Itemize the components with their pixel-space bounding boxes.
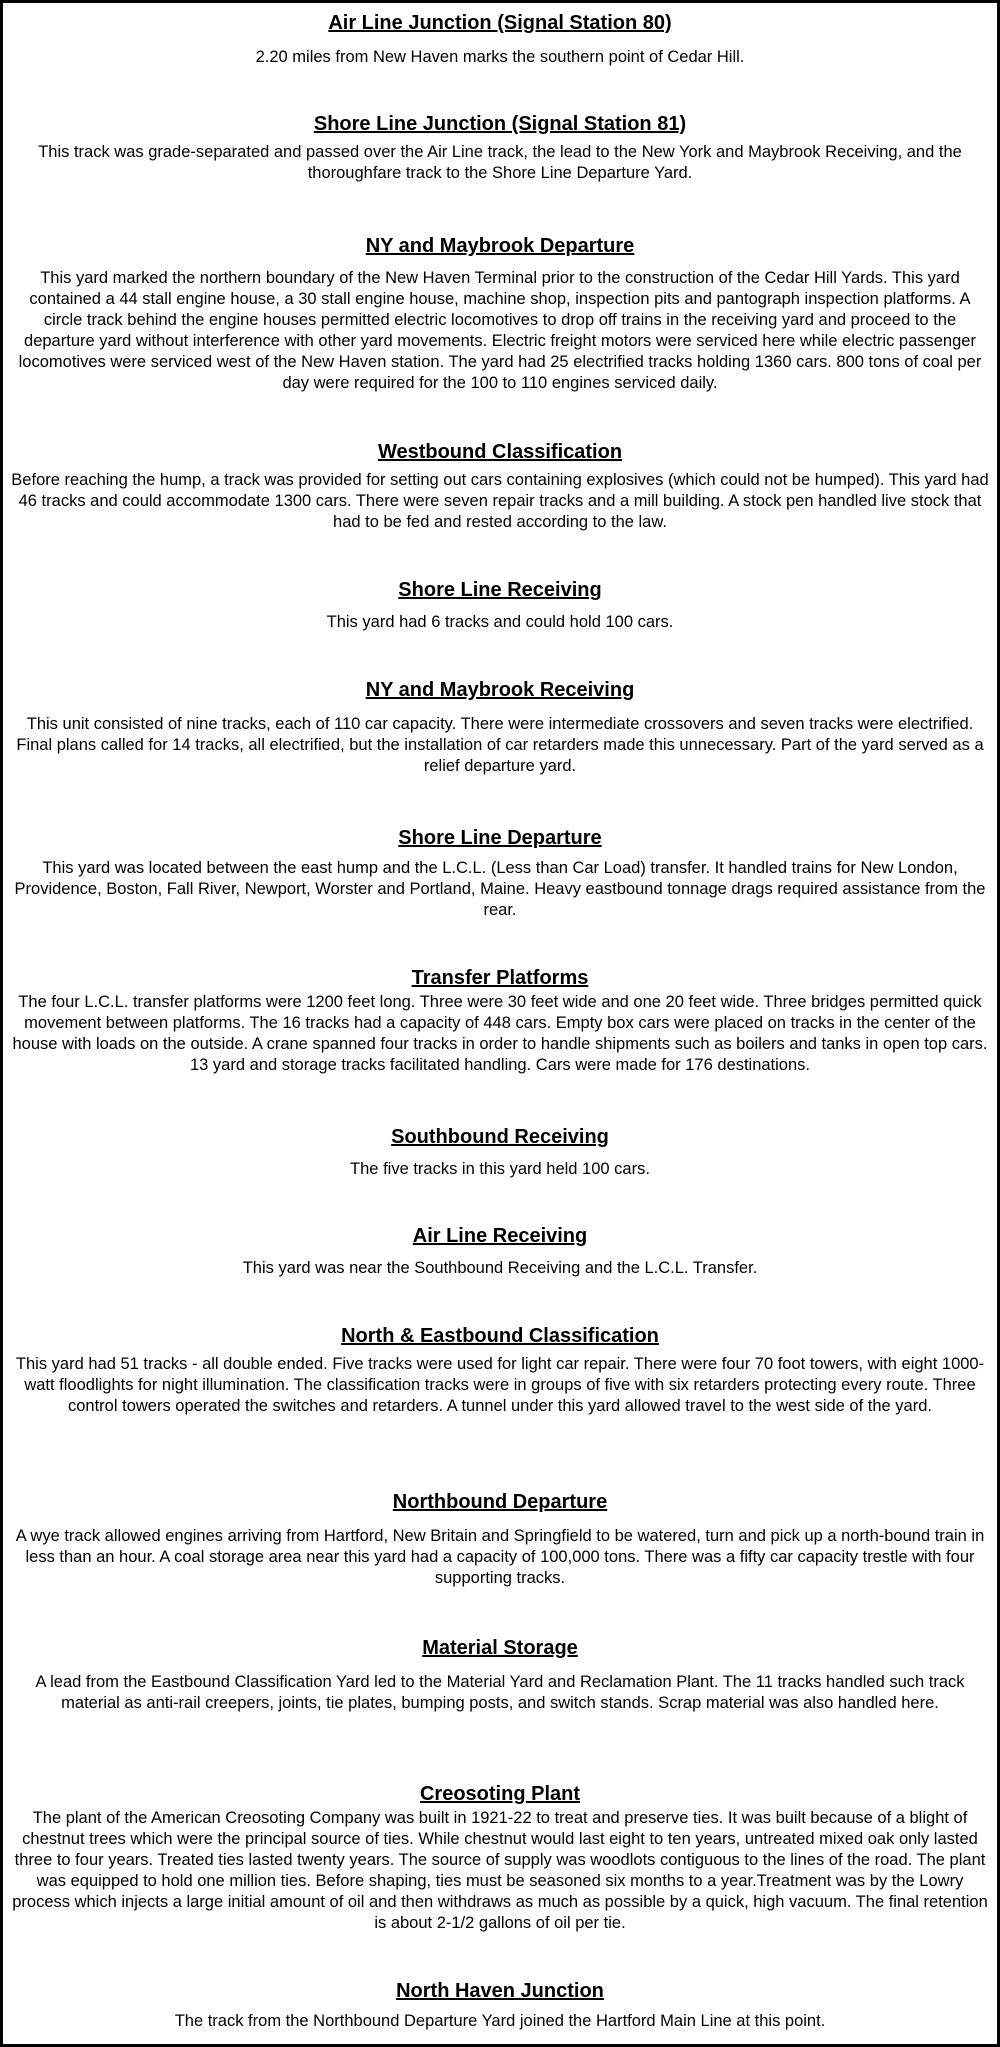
section-material-storage <box>9 1636 991 1714</box>
section-title: Air Line Receiving <box>412 1225 588 1247</box>
section-body: This yard was located between the east hump and the L.C.L. (Less than Car Load) transfer. It handled trains for New London, Providence, Boston, Fall River, Newport, Worster and Portland, Maine. Heavy eastbound tonnage drags required assistance from the rear. <box>14 859 986 919</box>
section-north-eastbound-classification <box>9 1324 991 1417</box>
section-body: The five tracks in this yard held 100 cars. <box>350 1160 650 1178</box>
section-air-line-receiving <box>9 1224 991 1279</box>
section-body: This yard had 51 tracks - all double ended. Five tracks were used for light car repair. There were four 70 foot towers, with eight 1000-watt floodlights for night illumination. The classification tracks were in groups of five with six retarders protecting every route. Three control towers operated the switches and retarders. A tunnel under this yard allowed travel to the west side of the yard. <box>15 1355 985 1415</box>
section-title: NY and Maybrook Receiving <box>365 679 635 701</box>
section-north-haven-junction <box>9 1979 991 2032</box>
section-westbound-classification <box>9 440 991 533</box>
section-air-line-junction <box>9 11 991 68</box>
section-title: Air Line Junction (Signal Station 80) <box>328 12 672 34</box>
section-title: Transfer Platforms <box>411 967 589 989</box>
section-title: Northbound Departure <box>392 1491 608 1513</box>
section-title: Southbound Receiving <box>391 1126 609 1148</box>
section-body: The plant of the American Creosoting Company was built in 1921-22 to treat and preserve ties. It was built because of a blight of chestnut trees which were the principal source of ties. While chestnut would last eight to ten years, untreated mixed oak only lasted three to four years. Treated ties lasted twenty years. The source of supply was woodlots contiguous to the lines of the road. The plant was equipped to hold one million ties. Before shaping, ties must be seasoned six months to a year.Treatment was by the Lowry process which injects a large initial amount of oil and then withdraws as much as possible by a quick, high vacuum. The final retention is about 2-1/2 gallons of oil per tie. <box>12 1809 988 1932</box>
section-shore-line-receiving <box>9 578 991 633</box>
section-body: This unit consisted of nine tracks, each of 110 car capacity. There were intermediate crossovers and seven tracks were electrified. Final plans called for 14 tracks, all electrified, but the installation of car retarders made this unnecessary. Part of the yard served as a relief departure yard. <box>16 715 984 775</box>
section-title: Shore Line Junction (Signal Station 81) <box>313 113 687 135</box>
section-title: Shore Line Departure <box>398 827 602 849</box>
section-body: A wye track allowed engines arriving from Hartford, New Britain and Springfield to be watered, turn and pick up a north-bound train in less than an hour. A coal storage area near this yard had a capacity of 100,000 tons. There was a fifty car capacity trestle with four supporting tracks. <box>15 1527 985 1587</box>
section-body: Before reaching the hump, a track was provided for setting out cars containing explosives (which could not be humped). This yard had 46 tracks and could accommodate 1300 cars. There were seven repair tracks and a mill building. A stock pen handled live stock that had to be fed and rested according to the law. <box>11 471 989 531</box>
section-title: Shore Line Receiving <box>398 579 602 601</box>
section-body: The track from the Northbound Departure Yard joined the Hartford Main Line at this point. <box>174 2012 826 2030</box>
section-title: Material Storage <box>422 1637 578 1659</box>
section-body: 2.20 miles from New Haven marks the southern point of Cedar Hill. <box>255 48 745 66</box>
section-title: North & Eastbound Classification <box>341 1325 659 1347</box>
section-shore-line-junction <box>9 112 991 184</box>
section-northbound-departure <box>9 1490 991 1589</box>
section-body: This track was grade-separated and passed over the Air Line track, the lead to the New York and Maybrook Receiving, and the thoroughfare track to the Shore Line Departure Yard. <box>38 143 962 182</box>
section-southbound-receiving <box>9 1125 991 1180</box>
section-transfer-platforms <box>9 966 991 1076</box>
section-body: The four L.C.L. transfer platforms were 1200 feet long. Three were 30 feet wide and one 20 feet wide. Three bridges permitted quick movement between platforms. The 16 tracks had a capacity of 448 cars. Empty box cars were placed on tracks in the center of the house with loads on the outside. A crane spanned four tracks in order to handle shipments such as boilers and tanks in open top cars. 13 yard and storage tracks facilitated handling. Cars were made for 176 destinations. <box>12 993 988 1074</box>
section-body: This yard was near the Southbound Receiving and the L.C.L. Transfer. <box>242 1259 758 1277</box>
section-creosoting-plant <box>9 1782 991 1934</box>
section-title: Creosoting Plant <box>419 1783 580 1805</box>
section-body: This yard marked the northern boundary of the New Haven Terminal prior to the construction of the Cedar Hill Yards. This yard contained a 44 stall engine house, a 30 stall engine house, machine shop, inspection pits and pantograph inspection platforms. A circle track behind the engine houses permitted electric locomotives to drop off trains in the receiving yard and proceed to the departure yard without interference with other yard movements. Electric freight motors were serviced here while electric passenger locomotives were serviced west of the New Haven station. The yard had 25 electrified tracks holding 1360 cars. 800 tons of coal per day were required for the 100 to 110 engines serviced daily. <box>18 269 982 392</box>
section-title: Westbound Classification <box>377 441 623 463</box>
section-body: A lead from the Eastbound Classification Yard led to the Material Yard and Reclamation Plant. The 11 tracks handled such track material as anti-rail creepers, joints, tie plates, bumping posts, and switch stands. Scrap material was also handled here. <box>35 1673 965 1712</box>
section-title: NY and Maybrook Departure <box>365 235 635 257</box>
section-body: This yard had 6 tracks and could hold 100 cars. <box>326 613 674 631</box>
section-shore-line-departure <box>9 826 991 921</box>
section-ny-maybrook-departure <box>9 234 991 394</box>
section-title: North Haven Junction <box>396 1980 604 2002</box>
section-ny-maybrook-receiving <box>9 678 991 777</box>
